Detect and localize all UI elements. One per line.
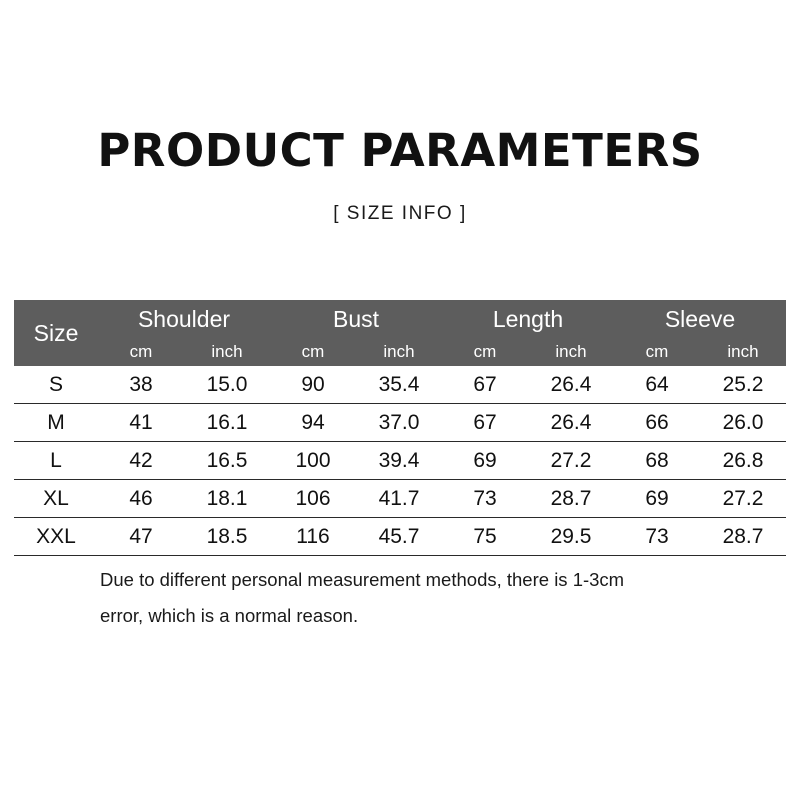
header-unit-bust-inch: inch (356, 338, 442, 366)
cell-sleeve-inch: 27.2 (700, 480, 786, 518)
cell-shoulder-cm: 47 (98, 518, 184, 556)
cell-bust-inch: 39.4 (356, 442, 442, 480)
cell-shoulder-inch: 18.1 (184, 480, 270, 518)
page-title: PRODUCT PARAMETERS (97, 124, 703, 177)
cell-sleeve-cm: 64 (614, 366, 700, 404)
header-unit-length-inch: inch (528, 338, 614, 366)
cell-length-inch: 26.4 (528, 366, 614, 404)
cell-sleeve-inch: 28.7 (700, 518, 786, 556)
header-unit-length-cm: cm (442, 338, 528, 366)
cell-size: L (14, 442, 98, 480)
cell-shoulder-cm: 46 (98, 480, 184, 518)
table-row (14, 442, 786, 480)
table-row (14, 404, 786, 442)
table-row (14, 480, 786, 518)
cell-shoulder-cm: 42 (98, 442, 184, 480)
cell-bust-cm: 94 (270, 404, 356, 442)
cell-bust-cm: 100 (270, 442, 356, 480)
cell-length-cm: 67 (442, 404, 528, 442)
header-cell-shoulder: Shoulder (98, 300, 270, 338)
cell-bust-inch: 45.7 (356, 518, 442, 556)
cell-length-inch: 29.5 (528, 518, 614, 556)
header-unit-sleeve-cm: cm (614, 338, 700, 366)
table-group-header-row (14, 300, 786, 338)
cell-length-cm: 69 (442, 442, 528, 480)
cell-shoulder-inch: 16.1 (184, 404, 270, 442)
table-unit-header-row (14, 338, 786, 366)
cell-shoulder-inch: 15.0 (184, 366, 270, 404)
size-table-container (14, 300, 786, 556)
cell-length-cm: 67 (442, 366, 528, 404)
cell-length-cm: 73 (442, 480, 528, 518)
cell-bust-inch: 37.0 (356, 404, 442, 442)
cell-length-inch: 26.4 (528, 404, 614, 442)
cell-sleeve-cm: 73 (614, 518, 700, 556)
cell-sleeve-cm: 69 (614, 480, 700, 518)
cell-length-cm: 75 (442, 518, 528, 556)
cell-shoulder-inch: 18.5 (184, 518, 270, 556)
cell-sleeve-cm: 68 (614, 442, 700, 480)
cell-bust-inch: 41.7 (356, 480, 442, 518)
cell-shoulder-cm: 41 (98, 404, 184, 442)
cell-size: XL (14, 480, 98, 518)
cell-size: XXL (14, 518, 98, 556)
size-table (14, 300, 786, 556)
cell-bust-cm: 106 (270, 480, 356, 518)
cell-bust-cm: 116 (270, 518, 356, 556)
cell-sleeve-cm: 66 (614, 404, 700, 442)
cell-size: S (14, 366, 98, 404)
header-cell-bust: Bust (270, 300, 442, 338)
page-subtitle: [ SIZE INFO ] (333, 203, 467, 224)
header-cell-length: Length (442, 300, 614, 338)
table-row (14, 518, 786, 556)
measurement-note-line-1: Due to different personal measurement methods, there is 1-3cm (100, 569, 625, 590)
measurement-note (100, 562, 760, 634)
cell-bust-inch: 35.4 (356, 366, 442, 404)
cell-sleeve-inch: 25.2 (700, 366, 786, 404)
cell-size: M (14, 404, 98, 442)
cell-sleeve-inch: 26.8 (700, 442, 786, 480)
table-row (14, 366, 786, 404)
cell-length-inch: 27.2 (528, 442, 614, 480)
header-unit-bust-cm: cm (270, 338, 356, 366)
header-unit-shoulder-cm: cm (98, 338, 184, 366)
header-cell-size: Size (14, 300, 98, 366)
cell-bust-cm: 90 (270, 366, 356, 404)
cell-sleeve-inch: 26.0 (700, 404, 786, 442)
header-cell-sleeve: Sleeve (614, 300, 786, 338)
measurement-note-line-2: error, which is a normal reason. (100, 605, 359, 626)
cell-shoulder-cm: 38 (98, 366, 184, 404)
header-unit-shoulder-inch: inch (184, 338, 270, 366)
cell-length-inch: 28.7 (528, 480, 614, 518)
cell-shoulder-inch: 16.5 (184, 442, 270, 480)
header-unit-sleeve-inch: inch (700, 338, 786, 366)
